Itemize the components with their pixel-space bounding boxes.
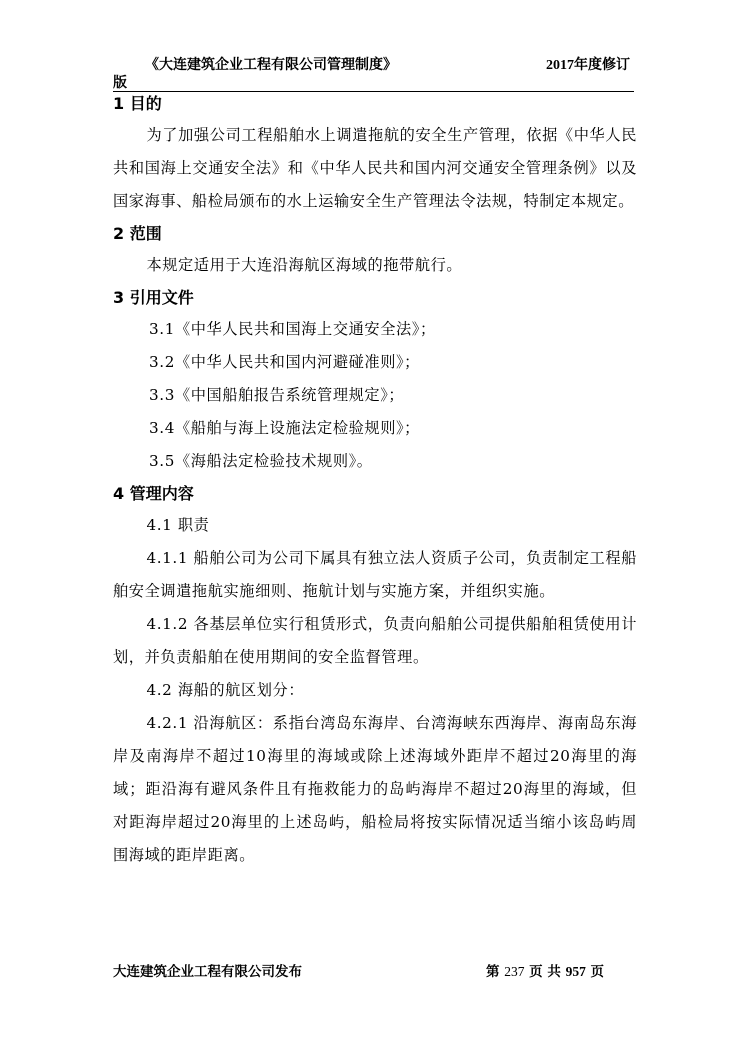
reference-item: 3.2《中华人民共和国内河避碰准则》； <box>149 353 420 371</box>
page-mid: 页 共 <box>529 964 561 980</box>
subsection-navigation-zones: 4.2 海船的航区划分： <box>146 681 305 699</box>
section-heading-scope: 2 范围 <box>113 224 162 243</box>
page-total: 957 <box>565 964 586 979</box>
header-revision-continued: 版 <box>113 75 127 91</box>
page-current: 237 <box>504 964 525 979</box>
reference-item: 3.3《中国船舶报告系统管理规定》； <box>149 386 405 404</box>
footer-publisher: 大连建筑企业工程有限公司发布 <box>113 964 302 980</box>
subsection-responsibilities: 4.1 职责 <box>146 516 210 534</box>
section-heading-management: 4 管理内容 <box>113 484 194 503</box>
reference-item: 3.1《中华人民共和国海上交通安全法》； <box>149 320 436 338</box>
reference-item: 3.5《海船法定检验技术规则》。 <box>149 452 373 470</box>
clause-4-1-1: 4.1.1 船舶公司为公司下属具有独立法人资质子公司，负责制定工程船舶安全调遣拖航实施细则、拖航计划与实施方案，并组织实施。 <box>113 549 637 600</box>
header-document-title: 《大连建筑企业工程有限公司管理制度》 <box>145 57 397 73</box>
purpose-paragraph: 为了加强公司工程船舶水上调遣拖航的安全生产管理，依据《中华人民共和国海上交通安全法》和《中华人民共和国内河交通安全管理条例》以及国家海事、船检局颁布的水上运输安全生产管理法令法规，特制定本规定。 <box>113 126 637 210</box>
reference-item: 3.4《船舶与海上设施法定检验规则》； <box>149 419 420 437</box>
section-heading-purpose: 1 目的 <box>113 94 162 113</box>
clause-4-2-1: 4.2.1 沿海航区：系指台湾岛东海岸、台湾海峡东西海岸、海南岛东海岸及南海岸不超过10海里的海域或除上述海域外距岸不超过20海里的海域；距沿海有避风条件且有拖救能力的岛屿海岸不超过20海里的海域，但对距海岸超过20海里的上述岛屿，船检局将按实际情况适当缩小该岛屿周围海域的距岸距离。 <box>113 714 637 864</box>
clause-4-1-2: 4.1.2 各基层单位实行租赁形式，负责向船舶公司提供船舶租赁使用计划，并负责船舶在使用期间的安全监督管理。 <box>113 615 637 666</box>
section-heading-references: 3 引用文件 <box>113 288 194 307</box>
page-prefix: 第 <box>486 964 500 980</box>
header-revision: 2017年度修订 <box>546 58 630 73</box>
page-suffix: 页 <box>590 964 605 980</box>
footer-page-number <box>486 960 604 980</box>
document-body <box>113 88 637 872</box>
scope-paragraph: 本规定适用于大连沿海航区海域的拖带航行。 <box>146 256 463 274</box>
